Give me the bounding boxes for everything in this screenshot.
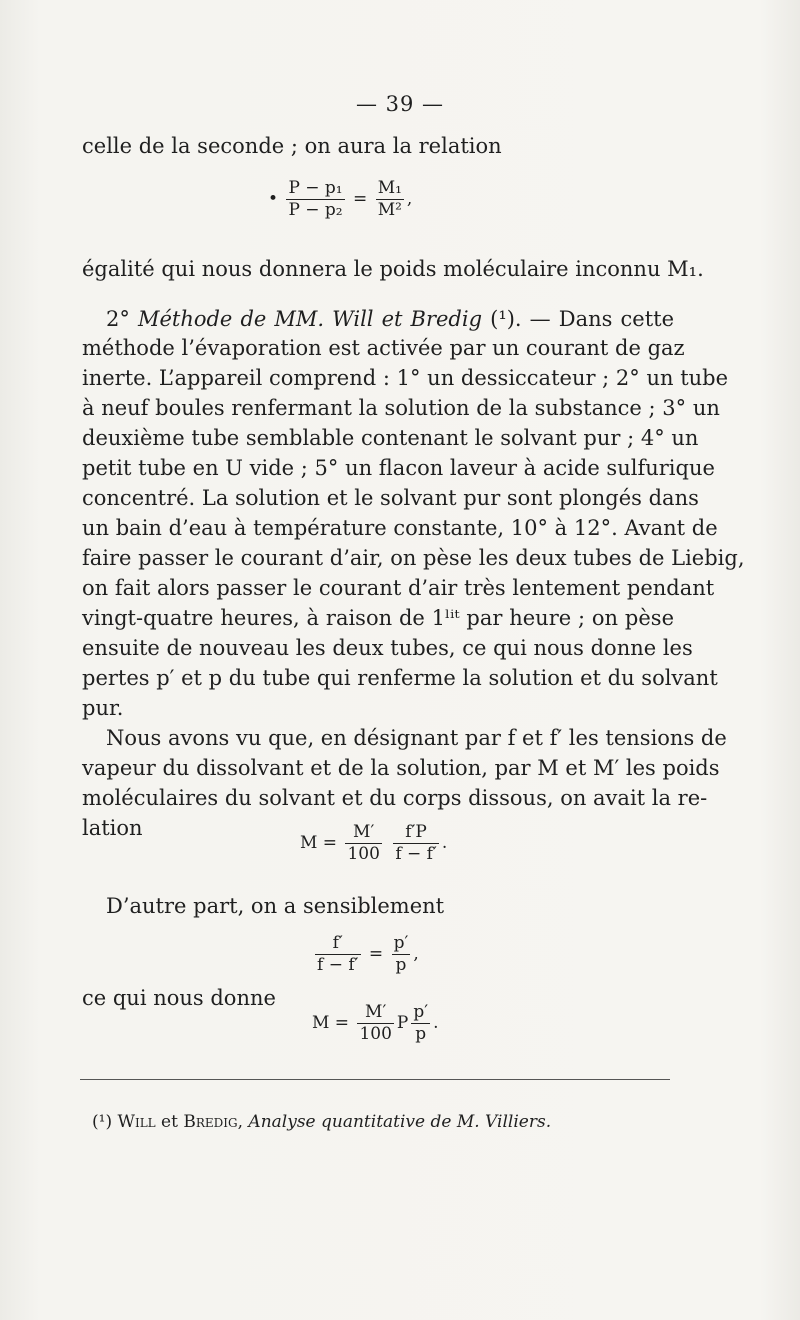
fraction-numerator: f′ xyxy=(315,935,361,955)
text-line-8: petit tube en U vide ; 5° un flacon laveur à acide sulfurique xyxy=(82,456,715,480)
text-line-18: vapeur du dissolvant et de la solution, par M et M′ les poids xyxy=(82,756,720,780)
fraction-denominator: f − f′ xyxy=(395,844,437,864)
text-line-13: vingt-quatre heures, à raison de 1ˡⁱᵗ par heure ; on pèse xyxy=(82,606,674,630)
text-line-20: lation xyxy=(82,816,143,840)
fraction-denominator: p xyxy=(415,1024,427,1044)
fraction-denominator: 100 xyxy=(347,844,380,864)
equation-punct: . xyxy=(433,1013,439,1033)
equation-punct: . xyxy=(441,833,448,853)
equation-lhs: M = xyxy=(300,833,338,853)
footnote-marker: (¹) xyxy=(92,1112,113,1132)
text-line-19: moléculaires du solvant et du corps dissous, on avait la re- xyxy=(82,786,708,810)
fraction-numerator: p′ xyxy=(413,1002,429,1022)
text-line-2: égalité qui nous donnera le poids moléculaire inconnu M₁. xyxy=(82,257,704,281)
fraction-tension-ratio xyxy=(315,935,361,974)
text-line-12: on fait alors passer le courant d’air très lentement pendant xyxy=(82,576,715,600)
fraction-tension xyxy=(393,824,439,863)
text-line-14: ensuite de nouveau les deux tubes, ce qui nous donne les xyxy=(82,636,693,660)
footnote-author: Bredig xyxy=(183,1112,238,1132)
text-line-15: pertes p′ et p du tube qui renferme la solution et du solvant xyxy=(82,666,718,690)
equation-punct: , xyxy=(413,944,419,964)
text-line-6: à neuf boules renfermant la solution de la substance ; 3° un xyxy=(82,396,720,420)
equation-middle: P xyxy=(396,1013,409,1033)
fraction-denominator: p xyxy=(395,955,407,975)
fraction-numerator: p′ xyxy=(393,933,409,953)
text-line-4: méthode l’évaporation est activée par un courant de gaz xyxy=(82,336,685,360)
fraction-numerator: M₁ xyxy=(377,178,402,198)
fraction-numerator: M′ xyxy=(345,824,381,844)
section-number: 2° xyxy=(106,307,138,331)
equation-ratio: • $\frac{\text{P − p₁}}{\text{P − p₂}}$ = $\frac{\text{M₁}}{\text{M²}}$ , xyxy=(268,178,413,220)
fraction-denominator: M² xyxy=(377,200,402,220)
text-line-17: Nous avons vu que, en désignant par f et f′ les tensions de xyxy=(106,726,727,750)
fraction-numerator: M′ xyxy=(357,1004,393,1024)
fraction-mass xyxy=(376,180,404,219)
section-title: Méthode de MM. Will et Bredig xyxy=(137,307,483,331)
footnote-author: Will xyxy=(117,1112,156,1132)
text-line-11: faire passer le courant d’air, on pèse les deux tubes de Liebig, xyxy=(82,546,745,570)
equation-proportion: $\frac{f'}{f - f'}$ = $\frac{p'}{p}$ , xyxy=(317,933,419,975)
fraction-numerator: P − p₁ xyxy=(288,178,343,198)
text-line-9: concentré. La solution et le solvant pur sont plongés dans xyxy=(82,486,699,510)
text-line-21: D’autre part, on a sensiblement xyxy=(106,894,445,918)
fraction-pressure xyxy=(286,180,344,219)
page-number: — 39 — xyxy=(355,92,445,116)
text-line-1: celle de la seconde ; on aura la relation xyxy=(82,134,502,158)
footnote-conjunction: et xyxy=(155,1112,184,1132)
footnote-title: Analyse quantitative de M. Villiers. xyxy=(248,1112,552,1132)
equation-punct: , xyxy=(406,189,413,209)
equation-molecular-mass xyxy=(300,824,447,863)
equation-result xyxy=(312,1004,439,1043)
fraction-denominator: 100 xyxy=(359,1024,392,1044)
equation-lhs: M = xyxy=(312,1013,350,1033)
fraction-factor xyxy=(345,824,381,863)
text-line-7: deuxième tube semblable contenant le solvant pur ; 4° un xyxy=(82,426,699,450)
fraction-loss xyxy=(411,1004,430,1043)
fraction-numerator: f′P xyxy=(393,824,439,844)
footnote-separator: , xyxy=(237,1112,249,1132)
text-line-5: inerte. L’appareil comprend : 1° un dessiccateur ; 2° un tube xyxy=(82,366,729,390)
fraction-denominator: P − p₂ xyxy=(288,200,343,220)
text-line-22: ce qui nous donne xyxy=(82,986,276,1010)
fraction-denominator: f − f′ xyxy=(317,955,359,975)
footnote-divider xyxy=(80,1079,670,1080)
equation-bullet: • xyxy=(268,189,279,209)
footnote xyxy=(92,1112,551,1132)
section-rest: (¹). — Dans cette xyxy=(482,307,674,331)
fraction-factor xyxy=(357,1004,393,1043)
text-line-3 xyxy=(106,305,674,333)
text-line-16: pur. xyxy=(82,696,124,720)
text-line-10: un bain d’eau à température constante, 10° à 12°. Avant de xyxy=(82,516,718,540)
fraction-loss-ratio xyxy=(392,935,411,974)
